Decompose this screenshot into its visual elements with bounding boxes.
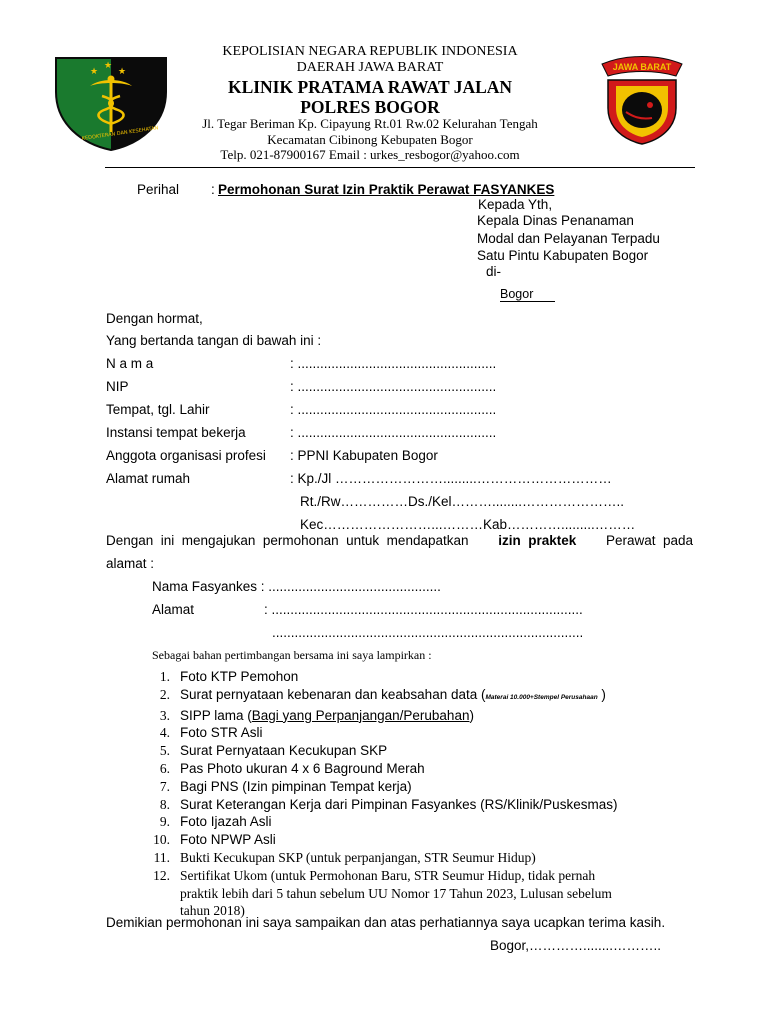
header-divider [105,167,695,168]
recipient-city: Bogor [500,287,555,302]
list-item [150,760,617,778]
header-address-2: Kecamatan Cibinong Kebupaten Bogor [267,132,473,147]
list-item [150,742,617,760]
list-item [150,668,617,686]
list-text: praktik lebih dari 5 tahun sebelum UU Nomor 17 Tahun 2023, Lulusan sebelum [180,885,612,901]
greeting: Dengan hormat, [106,311,203,326]
list-text: Foto KTP Pemohon [180,669,299,684]
list-number: 8. [159,796,170,812]
recipient-line-2: Kepala Dinas Penanaman [477,213,634,228]
field-value-institution: : ..................................................... [290,425,497,440]
field-label-nip: NIP [106,379,129,394]
field-value-address: : Kp./Jl …………………….........………………………… [290,471,612,486]
intro-text: Yang bertanda tangan di bawah ini : [106,333,322,348]
field-label-birth: Tempat, tgl. Lahir [106,402,210,417]
police-logo [596,50,688,146]
list-number: 3. [159,707,170,723]
closing-text: Demikian permohonan ini saya sampaikan dan atas perhatiannya saya ucapkan terima kasih. [106,915,666,930]
field-value-birth: : ..................................................... [290,402,497,417]
list-text: Foto NPWP Asli [180,832,276,848]
header-clinic-name: KLINIK PRATAMA RAWAT JALAN [227,77,513,97]
list-number: 5. [159,743,170,759]
list-text: SIPP lama ( [180,707,252,723]
header-polres: POLRES BOGOR [300,97,440,117]
list-number: 6. [159,760,170,776]
request-line-2: alamat : [106,556,155,571]
list-item [150,724,617,742]
list-item [150,707,617,725]
list-text: Foto Ijazah Asli [180,814,272,830]
list-item [150,831,617,849]
address-line-3: Kec……………………...………Kab………….........……… [300,517,636,532]
recipient-line-4: Satu Pintu Kabupaten Bogor [477,248,649,263]
list-text: tahun 2018) [180,903,245,919]
list-number: 12. [153,867,170,883]
list-text: Pas Photo ukuran 4 x 6 Baground Merah [180,760,425,776]
list-text-tail: ) [597,686,606,702]
recipient-line-3: Modal dan Pelayanan Terpadu [477,231,660,246]
request-paragraph [106,533,693,548]
perihal-subject: Permohonan Surat Izin Praktik Perawat FASYANKES [218,182,555,197]
list-text: Foto STR Asli [180,725,263,741]
request-text-1: Dengan ini mengajukan permohonan untuk mendapatkan [106,533,469,548]
perihal-label: Perihal [137,182,180,197]
list-item [150,813,617,831]
list-number: 1. [159,669,170,684]
place-date: Bogor,…………........……….. [490,938,662,953]
list-number: 4. [159,725,170,741]
attachment-intro: Sebagai bahan pertimbangan bersama ini saya lampirkan : [152,648,432,662]
list-text-underlined: Bagi yang Perpanjangan/Perubahan [251,707,470,723]
list-number: 9. [159,814,170,830]
header-line-2: DAERAH JAWA BARAT [296,60,444,75]
list-number: 7. [159,778,170,794]
right-logo-text: JAWA BARAT [612,62,672,72]
field-label-address: Alamat rumah [106,471,191,486]
fasyankes-name: Nama Fasyankes : .............................................. [152,579,441,594]
list-item [150,796,617,814]
request-text-2: Perawat pada [605,533,693,548]
list-text: Bagi PNS (Izin pimpinan Tempat kerja) [180,778,412,794]
list-item [150,686,617,707]
field-value-nip: : ..................................................... [290,379,497,394]
list-item [150,778,617,796]
list-text: Sertifikat Ukom (untuk Permohonan Baru, STR Seumur Hidup, tidak pernah [180,867,596,883]
recipient-line-1: Kepada Yth, [478,197,553,212]
attachment-list [150,668,617,920]
perihal-colon: : [211,182,215,197]
svg-text:★: ★ [118,67,127,77]
address-line-2: Rt./Rw……………Ds./Kel………........………………….. [300,494,625,509]
fasyankes-address-cont: ................................................................................... [272,625,584,640]
header-contact: Telp. 021-87900167 Email : urkes_resbogor@yahoo.com [220,147,520,162]
field-value-nama: : ..................................................... [290,356,497,371]
fasyankes-address-label: Alamat [152,602,195,617]
svg-text:★: ★ [90,67,99,77]
list-item [150,849,617,867]
list-text-tail: ) [469,707,474,723]
list-text: Surat pernyataan kebenaran dan keabsahan data ( [180,686,486,702]
field-label-organization: Anggota organisasi profesi [106,448,266,463]
list-number: 2. [159,686,170,702]
svg-text:★: ★ [104,61,113,71]
left-logo-text: KEDOKTERAN DAN KESEHATAN [81,125,159,142]
field-label-nama: N a m a [106,356,154,371]
header-line-1: KEPOLISIAN NEGARA REPUBLIK INDONESIA [222,44,518,59]
field-value-organization: : PPNI Kabupaten Bogor [290,448,438,463]
recipient-line-5: di- [486,264,502,279]
list-text: Surat Pernyataan Kecukupan SKP [180,743,388,759]
list-number: 10. [153,832,170,848]
list-item-continuation [150,885,617,903]
list-number: 11. [153,849,170,865]
list-item [150,867,617,885]
field-label-institution: Instansi tempat bekerja [106,425,246,440]
header-address-1: Jl. Tegar Beriman Kp. Cipayung Rt.01 Rw.02 Kelurahan Tengah [202,116,538,131]
request-bold: izin praktek [498,533,577,548]
fasyankes-address-value: : ................................................................................... [264,602,583,617]
list-text: Bukti Kecukupan SKP (untuk perpanjangan, STR Seumur Hidup) [180,849,536,865]
list-text-small: Materai 10.000+Stempel Perusahaan [485,693,598,701]
list-text: Surat Keterangan Kerja dari Pimpinan Fasyankes (RS/Klinik/Puskesmas) [180,796,618,812]
